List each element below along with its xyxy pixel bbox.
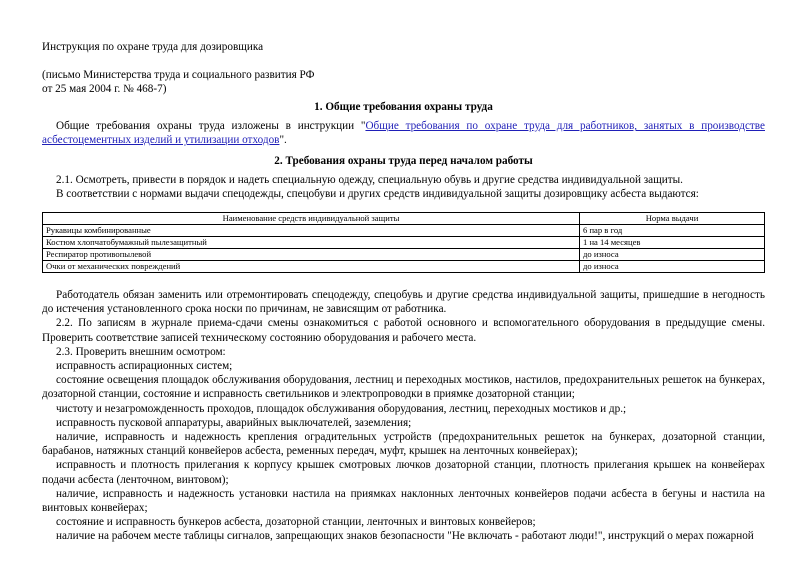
- section-2-paragraph-1: 2.1. Осмотреть, привести в порядок и надеть специальную одежду, специальную обувь и другие средства индивидуальной защиты.: [56, 174, 683, 187]
- list-item: чистоту и незагроможденность проходов, площадок обслуживания оборудования, лестниц, переходных мостиков и др.;: [56, 402, 627, 415]
- cell-item: Рукавицы комбинированные: [43, 225, 580, 237]
- list-item: состояние и исправность бункеров асбеста, дозаторной станции, ленточных и винтовых конвейеров;: [56, 516, 536, 529]
- section-1-text-after: ".: [279, 134, 287, 147]
- body-text: [42, 288, 765, 544]
- source-line-1: (письмо Министерства труда и социального развития РФ: [42, 69, 315, 81]
- paragraph-2-3: 2.3. Проверить внешним осмотром:: [56, 345, 226, 358]
- list-item: исправность и плотность прилегания к корпусу крышек смотровых лючков дозаторной станции, плотность прилегания крышек на конвейерах подачи асбеста (ленточном, винтовом);: [42, 459, 765, 486]
- table-row: [43, 225, 765, 237]
- section-2: [42, 154, 765, 202]
- section-1-text-before: Общие требования охраны труда изложены в инструкции ": [56, 120, 366, 133]
- section-2-paragraph-2: В соответствии с нормами выдачи спецодежды, спецобуви и других средств индивидуальной защиты дозировщику асбеста выдаются:: [56, 188, 699, 201]
- header-item-name: Наименование средств индивидуальной защиты: [43, 213, 580, 225]
- list-item: исправность пусковой аппаратуры, аварийных выключателей, заземления;: [56, 416, 412, 429]
- list-item: наличие, исправность и надежность крепления оградительных устройств (предохранительных решеток на бункерах, дозаторной станции, барабанов, натяжных станций конвейеров асбеста, ременных передач, муфт, крышек на ленточных конвейерах);: [42, 431, 765, 458]
- list-item: исправность аспирационных систем;: [56, 360, 233, 373]
- document-title: Инструкция по охране труда для дозировщика: [42, 41, 264, 53]
- ppe-table-wrapper: [42, 212, 765, 273]
- cell-norm: 1 на 14 месяцев: [580, 237, 765, 249]
- table-row: [43, 249, 765, 261]
- cell-norm: до износа: [580, 261, 765, 273]
- document-header: [42, 40, 314, 96]
- source-line-2: от 25 мая 2004 г. № 468-7): [42, 83, 167, 95]
- header-norm: Норма выдачи: [580, 213, 765, 225]
- cell-norm: до износа: [580, 249, 765, 261]
- cell-item: Костюм хлопчатобумажный пылезащитный: [43, 237, 580, 249]
- section-1-text: [42, 119, 765, 147]
- cell-item: Респиратор противопылевой: [43, 249, 580, 261]
- section-1: [42, 100, 765, 148]
- section-2-heading: 2. Требования охраны труда перед началом работы: [274, 155, 533, 167]
- paragraph-2-2: 2.2. По записям в журнале приема-сдачи смены ознакомиться с работой основного и вспомогательного оборудования в предыдущие смены. Проверить соответствие записей техническому состоянию оборудования и рабочего места.: [42, 317, 765, 344]
- table-header-row: [43, 213, 765, 225]
- ppe-table: [42, 212, 765, 273]
- list-item: наличие, исправность и надежность установки настила на приямках наклонных ленточных конвейеров подачи асбеста в бегуны и настила на винтовых конвейерах;: [42, 487, 765, 515]
- section-1-heading: 1. Общие требования охраны труда: [314, 101, 493, 113]
- paragraph-replacement: Работодатель обязан заменить или отремонтировать спецодежду, спецобувь и другие средства индивидуальной защиты, пришедшие в негодность до истечения установленного срока носки по причинам, не зависящим от работника.: [42, 289, 765, 316]
- cell-norm: 6 пар в год: [580, 225, 765, 237]
- instruction-link[interactable]: Общие требования по охране труда для работников, занятых в производстве асбестоцементных изделий и утилизации отходов: [42, 120, 765, 147]
- list-item: состояние освещения площадок обслуживания оборудования, лестниц и переходных мостиков, настилов, предохранительных решеток на бункерах, дозаторной станции, состояние и исправность светильников и электропроводки в приямке дозаторной станции;: [42, 374, 765, 401]
- list-item: наличие на рабочем месте таблицы сигналов, запрещающих знаков безопасности "Не включать - работают люди!", инструкций о мерах пожарной: [56, 530, 754, 543]
- table-row: [43, 237, 765, 249]
- cell-item: Очки от механических повреждений: [43, 261, 580, 273]
- table-row: [43, 261, 765, 273]
